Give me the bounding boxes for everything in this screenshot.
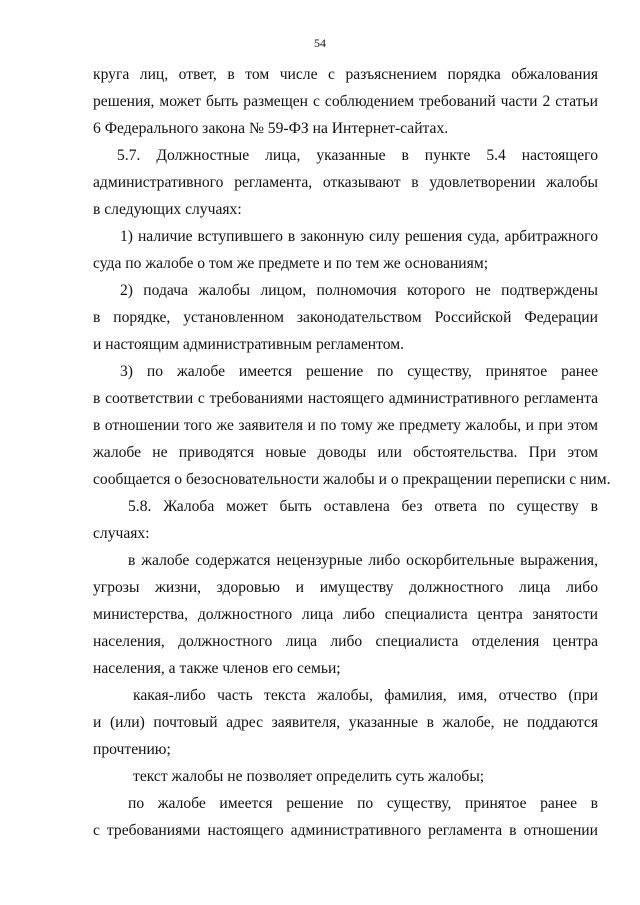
text-line: в жалобе содержатся нецензурные либо оскорбительные выражения, [128, 552, 598, 569]
page-number: 54 [314, 36, 326, 50]
text-line: и настоящим административным регламентом. [93, 336, 404, 353]
text-line: 5.8. Жалоба может быть оставлена без ответа по существу в [128, 498, 598, 515]
text-line: министерства, должностного лица либо специалиста центра занятости [93, 606, 598, 623]
text-line: 6 Федерального закона № 59-ФЗ на Интернет-сайтах. [93, 120, 449, 137]
text-line: и (или) почтовый адрес заявителя, указанные в жалобе, не поддаются [93, 714, 598, 731]
text-line: жалобе не приводятся новые доводы или обстоятельства. При этом [93, 444, 598, 461]
text-line: какая-либо часть текста жалобы, фамилия, имя, отчество (при [133, 687, 598, 704]
text-line: 2) подача жалобы лицом, полномочия которого не подтверждены [120, 282, 598, 299]
text-line: круга лиц, ответ, в том числе с разъяснением порядка обжалования [93, 66, 598, 83]
text-line: 1) наличие вступившего в законную силу решения суда, арбитражного [120, 228, 598, 245]
text-line: 3) по жалобе имеется решение по существу, принятое ранее [120, 363, 598, 380]
text-line: в порядке, установленном законодательством Российской Федерации [93, 309, 598, 326]
text-line: населения, а также членов его семьи; [93, 660, 341, 677]
text-line: случаях: [93, 525, 150, 542]
text-line: суда по жалобе о том же предмете и по тем же основаниям; [93, 255, 489, 272]
text-line: населения, должностного лица либо специалиста отделения центра [93, 633, 598, 650]
text-line: угрозы жизни, здоровью и имуществу должностного лица либо [93, 579, 598, 596]
text-line: с требованиями настоящего административного регламента в отношении [93, 822, 598, 839]
text-line: в отношении того же заявителя и по тому же предмету жалобы, и при этом [93, 417, 598, 434]
text-line: по жалобе имеется решение по существу, принятое ранее в [128, 795, 598, 812]
text-line: решения, может быть размещен с соблюдением требований части 2 статьи [93, 93, 598, 110]
text-line: в следующих случаях: [93, 201, 242, 218]
text-line: сообщается о безосновательности жалобы и о прекращении переписки с ним. [93, 471, 611, 488]
text-line: 5.7. Должностные лица, указанные в пункте 5.4 настоящего [117, 147, 598, 164]
text-line: текст жалобы не позволяет определить суть жалобы; [133, 768, 485, 785]
text-line: прочтению; [93, 741, 171, 758]
text-line: в соответствии с требованиями настоящего административного регламента [93, 390, 598, 407]
text-line: административного регламента, отказывают в удовлетворении жалобы [93, 174, 598, 191]
